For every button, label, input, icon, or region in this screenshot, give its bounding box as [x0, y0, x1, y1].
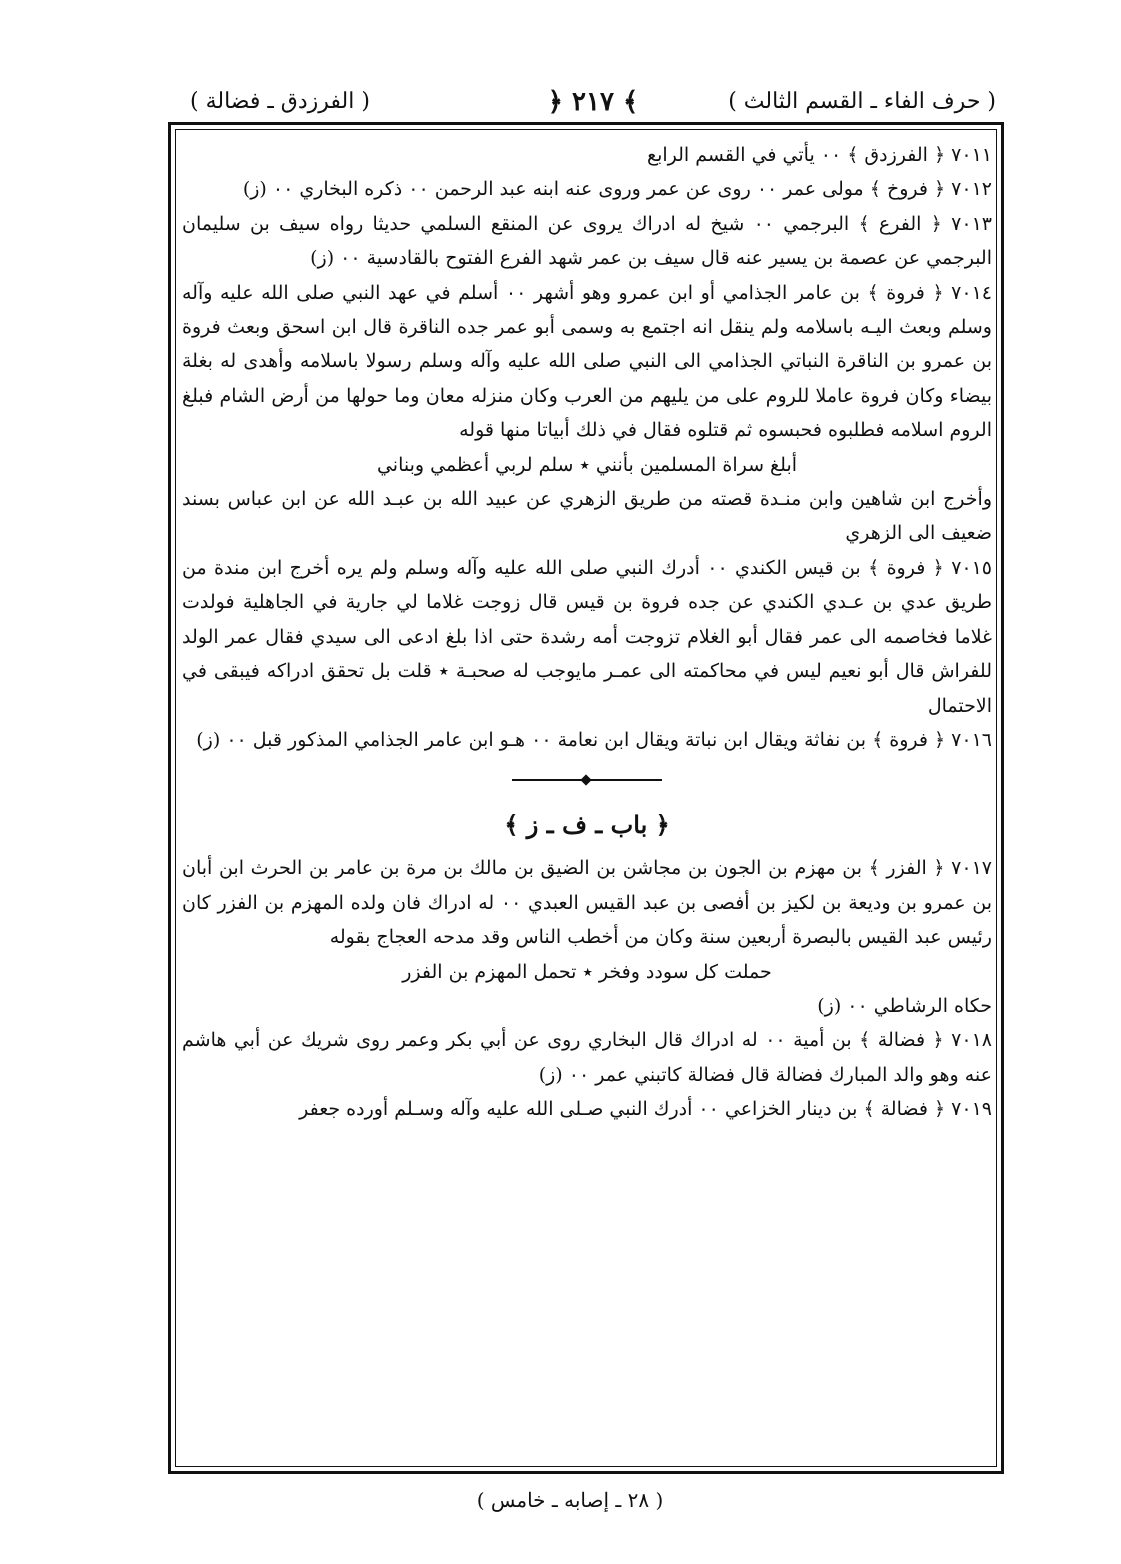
- entry-7012: ٧٠١٢ ﴿ فروخ ﴾ مولى عمر ٠٠ روى عن عمر وروى عنه ابنه عبد الرحمن ٠٠ ذكره البخاري ٠٠ (ز): [242, 178, 992, 201]
- page-body: [182, 138, 992, 1458]
- section-heading: ﴿ باب ـ ف ـ ز ﴾: [504, 810, 670, 840]
- entry-7014: ٧٠١٤ ﴿ فروة ﴾ بن عامر الجذامي أو ابن عمرو وهو أشهر ٠٠ أسلم في عهد النبي صلى الله عليه وآله وسلم وبعث اليـه باسلامه ولم ينقل انه اجتمع به وسمى أبو عمر جده الناقرة قال ابن اسحق وبعث فروة بن عمرو بن الناقرة النباتي الجذامي الى النبي صلى الله عليه وآله وسلم رسولا باسلامه وأهدى له بغلة بيضاء وكان فروة عاملا للروم على من يليهم من العرب وكان منزله معان وما حولها من أرض الشام فبلغ الروم اسلامه فطلبوه فحبسوه ثم قتلوه فقال في ذلك أبياتا منها قوله: [182, 281, 992, 442]
- header-section-title: ( حرف الفاء ـ القسم الثالث ): [728, 89, 996, 114]
- divider-ornament: [580, 775, 591, 786]
- entry-7017-continued: حكاه الرشاطي ٠٠ (ز): [817, 994, 992, 1017]
- entry-7016: ٧٠١٦ ﴿ فروة ﴾ بن نفاثة ويقال ابن نباتة ويقال ابن نعامة ٠٠ هـو ابن عامر الجذامي المذكور قبل ٠٠ (ز): [196, 728, 992, 751]
- page-header: [190, 78, 996, 126]
- verse-line: أبلغ سراة المسلمين بأنني ٭ سلم لربي أعظمي وبناني: [376, 453, 798, 476]
- entry-7017: ٧٠١٧ ﴿ الفزر ﴾ بن مهزم بن الجون بن مجاشن بن الضيق بن مالك بن مرة بن عامر بن الحرث ابن أبان بن عمرو بن وديعة بن لكيز بن أفصى بن عبد القيس العبدي ٠٠ له ادراك فان ولده المهزم بن الفزر كان رئيس عبد القيس بالبصرة أربعين سنة وكان من أخطب الناس وقد مدحه العجاج بقوله: [182, 857, 993, 949]
- entry-7013: ٧٠١٣ ﴿ الفرع ﴾ البرجمي ٠٠ شيخ له ادراك يروى عن المنقع السلمي حديثا رواه سيف بن سليمان البرجمي عن عصمة بن يسير عنه قال سيف بن عمر شهد الفرع الفتوح بالقادسية ٠٠ (ز): [182, 212, 992, 270]
- page-footer: ( ٢٨ ـ إصابه ـ خامس ): [476, 1488, 664, 1512]
- page-number: ﴾ ٢١٧ ﴿: [547, 87, 639, 117]
- entry-7015: ٧٠١٥ ﴿ فروة ﴾ بن قيس الكندي ٠٠ أدرك النبي صلى الله عليه وآله وسلم ولم يره أخرج ابن مندة من طريق عدي بن عـدي الكندي عن جده فروة بن قيس قال زوجت غلاما لي جارية في الجاهلية فولدت غلاما فخاصمه الى عمر فقال أبو الغلام تزوجت أمه رشدة حتى اذا بلغ ادعى الى سيدي فقال عمر الولد للفراش قال أبو نعيم ليس في محاكمته الى عمـر مايوجب له صحبـة ٭ قلت بل تحقق ادراكه فيبقى في الاحتمال: [182, 556, 993, 717]
- header-entry-range: ( الفرزدق ـ فضالة ): [190, 89, 370, 114]
- entry-7011: ٧٠١١ ﴿ الفرزدق ﴾ ٠٠ يأتي في القسم الرابع: [646, 144, 992, 166]
- verse-line: حملت كل سودد وفخر ٭ تحمل المهزم بن الفزر: [402, 960, 772, 983]
- section-divider: [512, 779, 662, 781]
- entry-7018: ٧٠١٨ ﴿ فضالة ﴾ بن أمية ٠٠ له ادراك قال البخاري روى عن أبي بكر وعمر روى شريك عن أبي هاشم عنه وهو والد المبارك فضالة قال فضالة كاتبني عمر ٠٠ (ز): [182, 1029, 992, 1086]
- entry-7014-continued: وأخرج ابن شاهين وابن منـدة قصته من طريق الزهري عن عبيد الله بن عبـد الله عن ابن عباس بسند ضعيف الى الزهري: [182, 488, 992, 545]
- entry-7019: ٧٠١٩ ﴿ فضالة ﴾ بن دينار الخزاعي ٠٠ أدرك النبي صـلى الله عليه وآله وسـلم أورده جعفر: [299, 1098, 992, 1121]
